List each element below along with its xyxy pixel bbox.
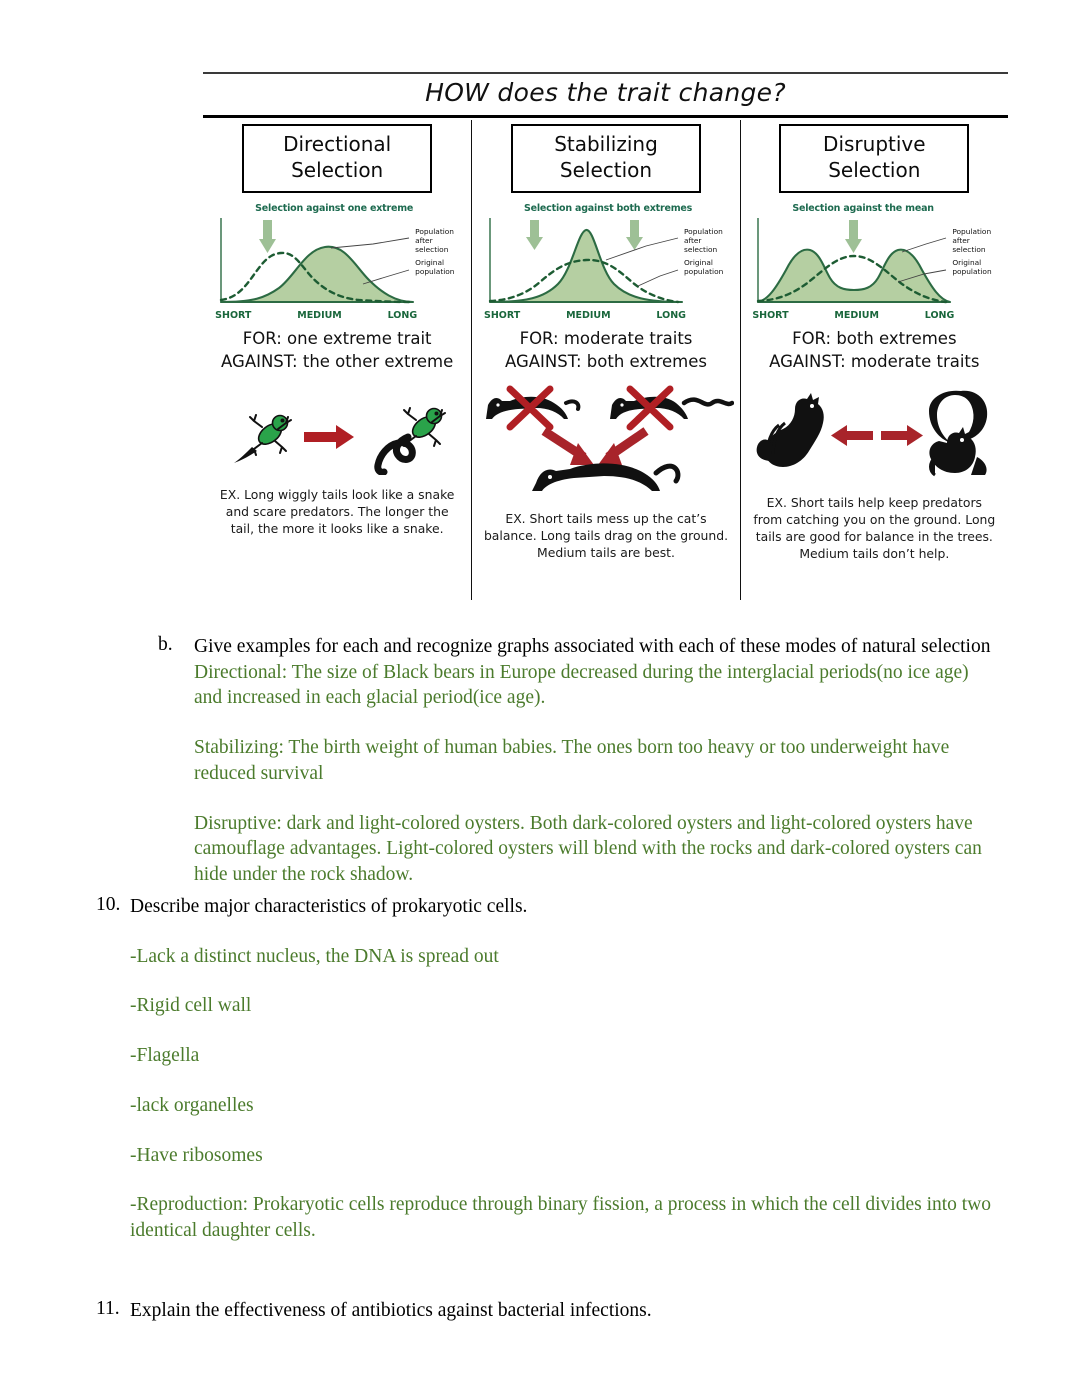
answer-disruptive: Disruptive: dark and light-colored oysters. Both dark-colored oysters and light-colored oysters have camouflage advantages. Light-colored oysters will blend with the rocks and dark-colored oysters can hide under the rock shadow. xyxy=(194,812,982,886)
directional-title-line1: Directional xyxy=(283,132,392,156)
axis-tick-medium: MEDIUM xyxy=(834,309,879,321)
legend-population-after-selection: Population after selection xyxy=(683,226,723,254)
document-body xyxy=(0,614,1080,1321)
axis-tick-short: SHORT xyxy=(483,309,521,321)
directional-chart xyxy=(213,203,461,321)
gecko-transition-art xyxy=(212,379,462,475)
red-arrow-down-left xyxy=(544,431,594,465)
disruptive-for-against xyxy=(745,327,1004,374)
axis-tick-short: SHORT xyxy=(215,309,252,321)
disruptive-example: EX. Short tails help keep predators from catching you on the ground. Long tails are good for balance in the trees. Medium tails don’t help. xyxy=(753,494,996,561)
figure-top-rule xyxy=(203,72,1008,74)
axis-tick-medium: MEDIUM xyxy=(297,309,342,321)
question-11-marker: 11. xyxy=(96,1298,120,1319)
disruptive-chart xyxy=(750,203,998,321)
directional-illustration xyxy=(207,379,467,480)
gecko-short-tail-icon xyxy=(234,415,291,463)
stabilizing-example: EX. Short tails mess up the cat’s balance. Long tails drag on the ground. Medium tails are best. xyxy=(483,510,729,560)
stabilizing-for-against xyxy=(476,327,735,374)
column-disruptive-selection xyxy=(740,120,1008,600)
stabilizing-title-box xyxy=(511,124,701,193)
disruptive-axis-labels xyxy=(752,310,996,321)
figure-columns xyxy=(203,120,1008,600)
stabilizing-chart-heading: Selection against both extremes xyxy=(523,202,693,214)
directional-for-against xyxy=(207,327,467,374)
prokaryote-trait-organelles: -lack organelles xyxy=(130,1094,254,1116)
column-stabilizing-selection xyxy=(471,120,739,600)
red-right-arrow-icon xyxy=(304,425,354,449)
red-left-arrow-icon xyxy=(831,425,873,446)
cat-medium-tail-icon xyxy=(532,463,678,491)
axis-tick-long: LONG xyxy=(656,309,686,321)
prokaryote-trait-nucleus: -Lack a distinct nucleus, the DNA is spread out xyxy=(130,945,499,967)
axis-tick-medium: MEDIUM xyxy=(566,309,611,321)
question-10-marker: 10. xyxy=(96,894,121,915)
disruptive-title-line2: Selection xyxy=(828,158,921,183)
column-directional-selection xyxy=(203,120,471,600)
cat-long-tail-icon xyxy=(610,396,732,418)
selection-pressure-arrow-right xyxy=(626,220,643,250)
question-10 xyxy=(96,894,996,1244)
disruptive-title-line1: Disruptive xyxy=(823,132,926,156)
red-arrow-down-right xyxy=(598,431,646,465)
directional-title-box xyxy=(242,124,432,193)
directional-title-line2: Selection xyxy=(291,158,384,183)
question-b-marker: b. xyxy=(158,634,173,655)
disruptive-against: AGAINST: moderate traits xyxy=(769,352,980,372)
figure-title-rule xyxy=(203,115,1008,118)
stabilizing-title-line1: Stabilizing xyxy=(554,132,658,156)
legend-original-population: Original population xyxy=(415,257,455,276)
stabilizing-against: AGAINST: both extremes xyxy=(504,352,708,372)
stabilizing-axis-labels xyxy=(484,310,728,321)
squirrel-long-tail-icon xyxy=(929,390,987,474)
question-11-prompt: Explain the effectiveness of antibiotics against bacterial infections. xyxy=(130,1300,652,1321)
selection-pressure-arrow xyxy=(259,220,276,253)
figure-title: HOW does the trait change? xyxy=(425,78,786,107)
red-right-arrow-icon xyxy=(881,425,923,446)
stabilizing-illustration xyxy=(476,379,735,504)
prokaryote-trait-cell-wall: -Rigid cell wall xyxy=(130,995,252,1017)
stabilizing-title-line2: Selection xyxy=(559,158,653,183)
legend-population-after-selection: Population after selection xyxy=(415,226,454,254)
axis-tick-short: SHORT xyxy=(752,309,789,321)
gecko-long-tail-icon xyxy=(378,408,445,472)
selection-pressure-arrow-center xyxy=(845,220,862,253)
disruptive-for: FOR: both extremes xyxy=(792,328,957,348)
disruptive-title-box xyxy=(779,124,969,193)
cat-tail-selection-art xyxy=(478,379,734,499)
stabilizing-chart xyxy=(482,203,730,321)
stabilizing-for: FOR: moderate traits xyxy=(519,328,693,348)
prokaryote-trait-reproduction: -Reproduction: Prokaryotic cells reproduce through binary fission, a process in which the cell divides into two identical daughter cells. xyxy=(130,1194,992,1242)
directional-for: FOR: one extreme trait xyxy=(242,328,432,348)
selection-pressure-arrow-left xyxy=(526,220,543,250)
legend-original-population: Original population xyxy=(952,257,992,276)
squirrel-tail-selection-art xyxy=(749,379,999,483)
question-b-block xyxy=(0,614,1080,894)
axis-tick-long: LONG xyxy=(387,309,418,321)
question-b xyxy=(158,634,998,888)
axis-tick-long: LONG xyxy=(924,309,955,321)
directional-chart-heading: Selection against one extreme xyxy=(255,202,414,214)
directional-axis-labels xyxy=(215,310,459,321)
disruptive-chart-heading: Selection against the mean xyxy=(792,202,934,214)
prokaryote-trait-flagella: -Flagella xyxy=(130,1045,200,1067)
chipmunk-short-tail-icon xyxy=(757,393,824,467)
question-11-block xyxy=(96,1298,996,1324)
natural-selection-figure xyxy=(203,72,1008,600)
answer-stabilizing: Stabilizing: The birth weight of human babies. The ones born too heavy or too underweight have reduced survival xyxy=(194,737,950,784)
disruptive-illustration xyxy=(745,379,1004,488)
answer-directional: Directional: The size of Black bears in Europe decreased during the interglacial periods(no ice age) and increased in each glacial period(ice age). xyxy=(194,661,969,709)
legend-original-population: Original population xyxy=(683,257,724,276)
legend-population-after-selection: Population after selection xyxy=(952,226,992,254)
question-b-prompt: Give examples for each and recognize graphs associated with each of these modes of natural selection xyxy=(194,636,991,657)
prokaryote-trait-ribosomes: -Have ribosomes xyxy=(130,1144,263,1166)
directional-against: AGAINST: the other extreme xyxy=(221,352,454,372)
directional-example: EX. Long wiggly tails look like a snake and scare predators. The longer the tail, the more it looks like a snake. xyxy=(219,486,455,536)
question-10-prompt: Describe major characteristics of prokaryotic cells. xyxy=(130,896,528,917)
